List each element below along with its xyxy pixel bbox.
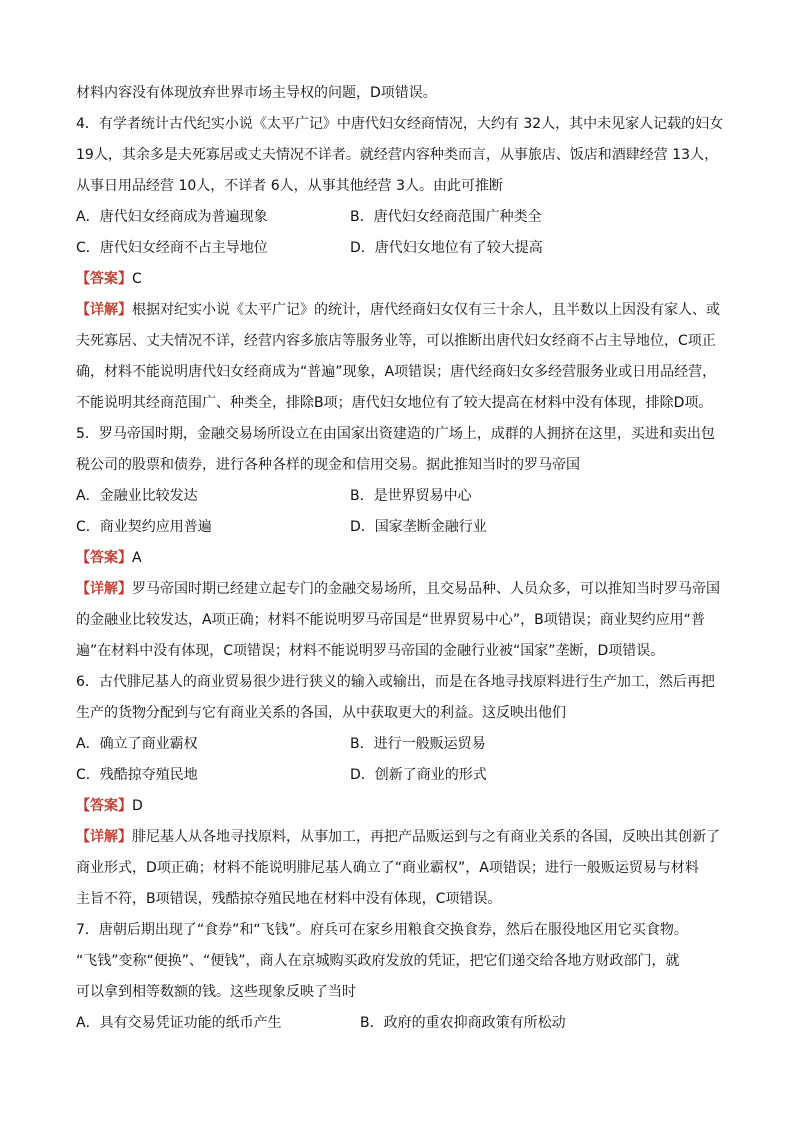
detail-line: 确，材料不能说明唐代妇女经商成为“普遍”现象，A项错误；唐代经商妇女多经营服务业或日用品经营， xyxy=(76,364,717,380)
answer-line xyxy=(76,543,726,574)
answer-value: D xyxy=(132,798,143,814)
question-stem-line: 7．唐朝后期出现了“食券”和“飞钱”。府兵可在家乡用粮食交换食券，然后在服役地区用它买食物。 xyxy=(76,922,688,938)
option-b: B．唐代妇女经商范围广种类全 xyxy=(350,209,542,225)
option-a: A．金融业比较发达 xyxy=(76,488,198,504)
option-a: A．唐代妇女经商成为普遍现象 xyxy=(76,209,268,225)
detail-line: 商业形式，D项正确；材料不能说明腓尼基人确立了“商业霸权”，A项错误；进行一般贩运贸易与材料 xyxy=(76,860,699,876)
answer-value: A xyxy=(132,550,142,566)
option-a: A．具有交易凭证功能的纸币产生 xyxy=(76,1015,282,1031)
detail-line xyxy=(76,295,726,326)
option-row xyxy=(76,760,726,791)
option-d: D．国家垄断金融行业 xyxy=(350,519,487,535)
answer-value: C xyxy=(132,271,142,287)
detail-line xyxy=(76,574,726,605)
question-stem-line: 19人，其余多是夫死寡居或丈夫情况不详者。就经营内容种类而言，从事旅店、饭店和酒肆经营 13人， xyxy=(76,147,719,163)
question-stem-line: “飞钱”变称“便换”、“便钱”，商人在京城购买政府发放的凭证，把它们递交给各地方财政部门，就 xyxy=(76,953,680,969)
detail-line: 遍”在材料中没有体现，C项错误；材料不能说明罗马帝国的金融行业被“国家”垄断，D项错误。 xyxy=(76,643,665,659)
option-b: B．进行一般贩运贸易 xyxy=(350,736,486,752)
question-stem-line: 5．罗马帝国时期，金融交易场所设立在由国家出资建造的广场上，成群的人拥挤在这里，买进和卖出包 xyxy=(76,426,715,442)
detail-line: 主旨不符，B项错误，残酷掠夺殖民地在材料中没有体现，C项错误。 xyxy=(76,891,502,907)
option-b: B．政府的重农抑商政策有所松动 xyxy=(360,1015,566,1031)
answer-line xyxy=(76,791,726,822)
option-row xyxy=(76,1008,726,1039)
question-7 xyxy=(76,915,726,1039)
question-stem-line: 税公司的股票和债券，进行各种各样的现金和信用交易。据此推知当时的罗马帝国 xyxy=(76,457,580,473)
detail-text: 腓尼基人从各地寻找原料，从事加工，再把产品贩运到与之有商业关系的各国，反映出其创新了 xyxy=(132,829,720,845)
question-6 xyxy=(76,667,726,915)
answer-tag: 【答案】 xyxy=(76,271,132,287)
option-row xyxy=(76,202,726,233)
question-stem-line: 4．有学者统计古代纪实小说《太平广记》中唐代妇女经商情况，大约有 32人，其中未见家人记载的妇女 xyxy=(76,116,724,132)
intro-line: 材料内容没有体现放弃世界市场主导权的问题，D项错误。 xyxy=(76,85,437,101)
detail-tag: 【详解】 xyxy=(76,302,132,318)
question-5 xyxy=(76,419,726,667)
answer-line xyxy=(76,264,726,295)
option-d: D．唐代妇女地位有了较大提高 xyxy=(350,240,543,256)
detail-line: 的金融业比较发达，A项正确；材料不能说明罗马帝国是“世界贸易中心”，B项错误；商业契约应用“普 xyxy=(76,612,705,628)
option-c: C．残酷掠夺殖民地 xyxy=(76,767,198,783)
option-d: D．创新了商业的形式 xyxy=(350,767,487,783)
option-row xyxy=(76,233,726,264)
question-4 xyxy=(76,109,726,419)
detail-text: 根据对纪实小说《太平广记》的统计，唐代经商妇女仅有三十余人，且半数以上因没有家人、或 xyxy=(132,302,720,318)
option-row xyxy=(76,481,726,512)
option-c: C．商业契约应用普遍 xyxy=(76,519,212,535)
option-b: B．是世界贸易中心 xyxy=(350,488,472,504)
option-row xyxy=(76,729,726,760)
detail-line: 不能说明其经商范围广、种类全，排除B项；唐代妇女地位有了较大提高在材料中没有体现，排除D项。 xyxy=(76,395,713,411)
answer-tag: 【答案】 xyxy=(76,798,132,814)
question-stem-line: 6．古代腓尼基人的商业贸易很少进行狭义的输入或输出，而是在各地寻找原料进行生产加工，然后再把 xyxy=(76,674,715,690)
option-row xyxy=(76,512,726,543)
detail-tag: 【详解】 xyxy=(76,829,132,845)
detail-line xyxy=(76,822,726,853)
detail-text: 罗马帝国时期已经建立起专门的金融交易场所，且交易品种、人员众多，可以推知当时罗马帝国 xyxy=(132,581,720,597)
question-stem-line: 从事日用品经营 10人，不详者 6人，从事其他经营 3人。由此可推断 xyxy=(76,178,503,194)
detail-line: 夫死寡居、丈夫情况不详，经营内容多旅店等服务业等，可以推断出唐代妇女经商不占主导地位，C项正 xyxy=(76,333,716,349)
question-stem-line: 可以拿到相等数额的钱。这些现象反映了当时 xyxy=(76,984,356,1000)
option-a: A．确立了商业霸权 xyxy=(76,736,198,752)
question-stem-line: 生产的货物分配到与它有商业关系的各国，从中获取更大的利益。这反映出他们 xyxy=(76,705,566,721)
option-c: C．唐代妇女经商不占主导地位 xyxy=(76,240,268,256)
document-page xyxy=(76,78,726,1039)
detail-tag: 【详解】 xyxy=(76,581,132,597)
answer-tag: 【答案】 xyxy=(76,550,132,566)
